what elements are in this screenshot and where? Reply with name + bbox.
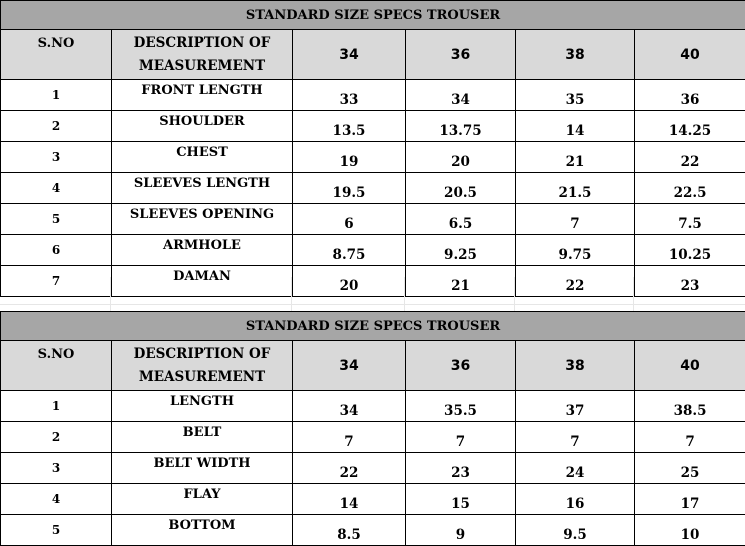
measurement-label: SHOULDER [112,111,293,142]
measurement-value: 21 [406,266,516,297]
measurement-value: 6 [293,204,406,235]
measurement-label: FLAY [112,484,293,515]
sno-cell: 1 [1,80,112,111]
table-title-row [1,312,745,341]
measurement-value: 23 [635,266,745,297]
measurement-label: LENGTH [112,391,293,422]
table-header-row [1,30,745,80]
measurement-value: 10.25 [635,235,745,266]
table-row [1,235,745,266]
measurement-value: 35 [516,80,635,111]
sno-cell: 2 [1,111,112,142]
measurement-value: 13.75 [406,111,516,142]
measurement-value: 13.5 [293,111,406,142]
table-row [1,80,745,111]
measurement-value: 20.5 [406,173,516,204]
measurement-value: 7 [635,422,745,453]
measurement-value: 38.5 [635,391,745,422]
measurement-value: 33 [293,80,406,111]
measurement-label: BELT WIDTH [112,453,293,484]
measurement-value: 34 [406,80,516,111]
measurement-value: 19.5 [293,173,406,204]
size-header: 34 [293,341,406,391]
measurement-value: 36 [635,80,745,111]
measurement-value: 7 [516,422,635,453]
table-row [1,111,745,142]
table-title-row [1,1,745,30]
measurement-value: 20 [406,142,516,173]
measurement-value: 21 [516,142,635,173]
table-header-row [1,341,745,391]
sno-cell: 7 [1,266,112,297]
measurement-value: 6.5 [406,204,516,235]
measurement-value: 8.5 [293,515,406,546]
measurement-value: 9 [406,515,516,546]
sno-header: S.NO [1,30,112,80]
measurement-label: ARMHOLE [112,235,293,266]
measurement-value: 9.5 [516,515,635,546]
sno-cell: 2 [1,422,112,453]
description-header: DESCRIPTION OF MEASUREMENT [112,341,293,391]
table-row [1,453,745,484]
sno-cell: 3 [1,142,112,173]
sno-header: S.NO [1,341,112,391]
blank-rows [0,277,745,313]
size-header: 40 [635,30,745,80]
measurement-value: 10 [635,515,745,546]
size-header: 36 [406,30,516,80]
sno-cell: 5 [1,204,112,235]
sno-cell: 6 [1,235,112,266]
measurement-value: 19 [293,142,406,173]
size-header: 38 [516,30,635,80]
measurement-value: 21.5 [516,173,635,204]
sno-cell: 5 [1,515,112,546]
measurement-label: CHEST [112,142,293,173]
measurement-label: DAMAN [112,266,293,297]
measurement-value: 22 [293,453,406,484]
measurement-value: 9.75 [516,235,635,266]
table-body [1,391,745,546]
table-title: STANDARD SIZE SPECS TROUSER [1,312,745,341]
sno-cell: 4 [1,173,112,204]
measurement-value: 7 [406,422,516,453]
size-header: 38 [516,341,635,391]
table-row [1,142,745,173]
measurement-value: 16 [516,484,635,515]
measurement-label: SLEEVES LENGTH [112,173,293,204]
measurement-value: 14 [516,111,635,142]
table-row [1,204,745,235]
measurement-value: 24 [516,453,635,484]
measurement-value: 34 [293,391,406,422]
table-row [1,515,745,546]
sno-cell: 4 [1,484,112,515]
sno-cell: 1 [1,391,112,422]
description-header: DESCRIPTION OF MEASUREMENT [112,30,293,80]
size-header: 40 [635,341,745,391]
measurement-value: 8.75 [293,235,406,266]
measurement-value: 9.25 [406,235,516,266]
measurement-value: 37 [516,391,635,422]
measurement-value: 22 [516,266,635,297]
measurement-value: 7 [516,204,635,235]
measurement-value: 22 [635,142,745,173]
table-title: STANDARD SIZE SPECS TROUSER [1,1,745,30]
measurement-value: 35.5 [406,391,516,422]
measurement-value: 7 [293,422,406,453]
measurement-value: 7.5 [635,204,745,235]
size-header: 36 [406,341,516,391]
measurement-value: 14 [293,484,406,515]
table-row [1,391,745,422]
measurement-label: FRONT LENGTH [112,80,293,111]
size-header: 34 [293,30,406,80]
measurement-value: 20 [293,266,406,297]
measurement-value: 14.25 [635,111,745,142]
measurement-value: 15 [406,484,516,515]
table-row [1,173,745,204]
measurement-label: BELT [112,422,293,453]
measurement-label: BOTTOM [112,515,293,546]
table-body [1,80,745,297]
measurement-label: SLEEVES OPENING [112,204,293,235]
measurement-value: 25 [635,453,745,484]
measurement-value: 22.5 [635,173,745,204]
spec-table-trouser [0,311,745,546]
measurement-value: 23 [406,453,516,484]
table-row [1,484,745,515]
measurement-value: 17 [635,484,745,515]
table-row [1,422,745,453]
sno-cell: 3 [1,453,112,484]
